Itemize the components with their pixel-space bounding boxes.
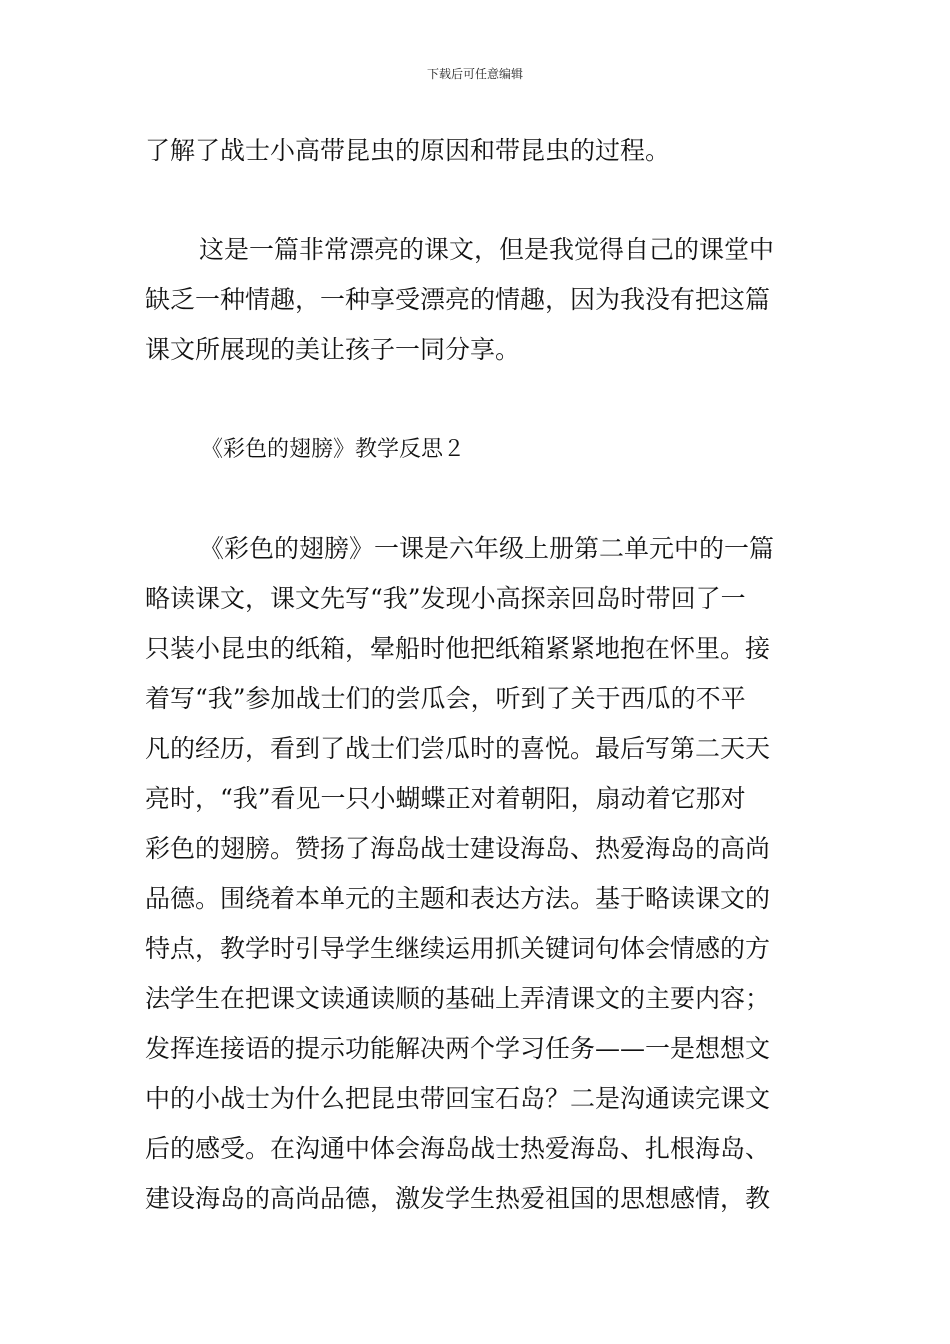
paragraph-3-line-14: 建设海岛的高尚品德，激发学生热爱祖国的思想感情，教 [145, 1184, 771, 1213]
paragraph-3-line-6: 亮时，“我”看见一只小蝴蝶正对着朝阳，扇动着它那对 [145, 784, 746, 813]
paragraph-3-line-5: 凡的经历，看到了战士们尝瓜时的喜悦。最后写第二天天 [145, 734, 771, 763]
paragraph-2-line-2: 缺乏一种情趣，一种享受漂亮的情趣，因为我没有把这篇 [145, 285, 771, 314]
paragraph-3-line-11: 发挥连接语的提示功能解决两个学习任务——一是想想文 [145, 1034, 771, 1063]
paragraph-3-line-8: 品德。围绕着本单元的主题和表达方法。基于略读课文的 [145, 884, 771, 913]
paragraph-3-line-7: 彩色的翅膀。赞扬了海岛战士建设海岛、热爱海岛的高尚 [145, 834, 771, 863]
paragraph-2-line-1: 这是一篇非常漂亮的课文，但是我觉得自己的课堂中 [199, 235, 775, 264]
paragraph-3-line-3: 只装小昆虫的纸箱，晕船时他把纸箱紧紧地抱在怀里。接 [145, 634, 771, 663]
section-heading: 《彩色的翅膀》教学反思２ [201, 437, 466, 462]
paragraph-1-line-1: 了解了战士小高带昆虫的原因和带昆虫的过程。 [145, 136, 671, 165]
paragraph-3-line-9: 特点，教学时引导学生继续运用抓关键词句体会情感的方 [145, 934, 771, 963]
paragraph-2-line-3: 课文所展现的美让孩子一同分享。 [145, 335, 521, 364]
paragraph-3-line-1: 《彩色的翅膀》一课是六年级上册第二单元中的一篇 [199, 534, 775, 563]
page-header: 下载后可任意编辑 [426, 67, 523, 81]
paragraph-3-line-4: 着写“我”参加战士们的尝瓜会，听到了关于西瓜的不平 [145, 684, 746, 713]
paragraph-3-line-12: 中的小战士为什么把昆虫带回宝石岛？二是沟通读完课文 [145, 1084, 771, 1113]
paragraph-3-line-13: 后的感受。在沟通中体会海岛战士热爱海岛、扎根海岛、 [145, 1134, 771, 1163]
paragraph-3-line-10: 法学生在把课文读通读顺的基础上弄清课文的主要内容； [145, 984, 771, 1013]
paragraph-3-line-2: 略读课文，课文先写“我”发现小高探亲回岛时带回了一 [145, 584, 746, 613]
